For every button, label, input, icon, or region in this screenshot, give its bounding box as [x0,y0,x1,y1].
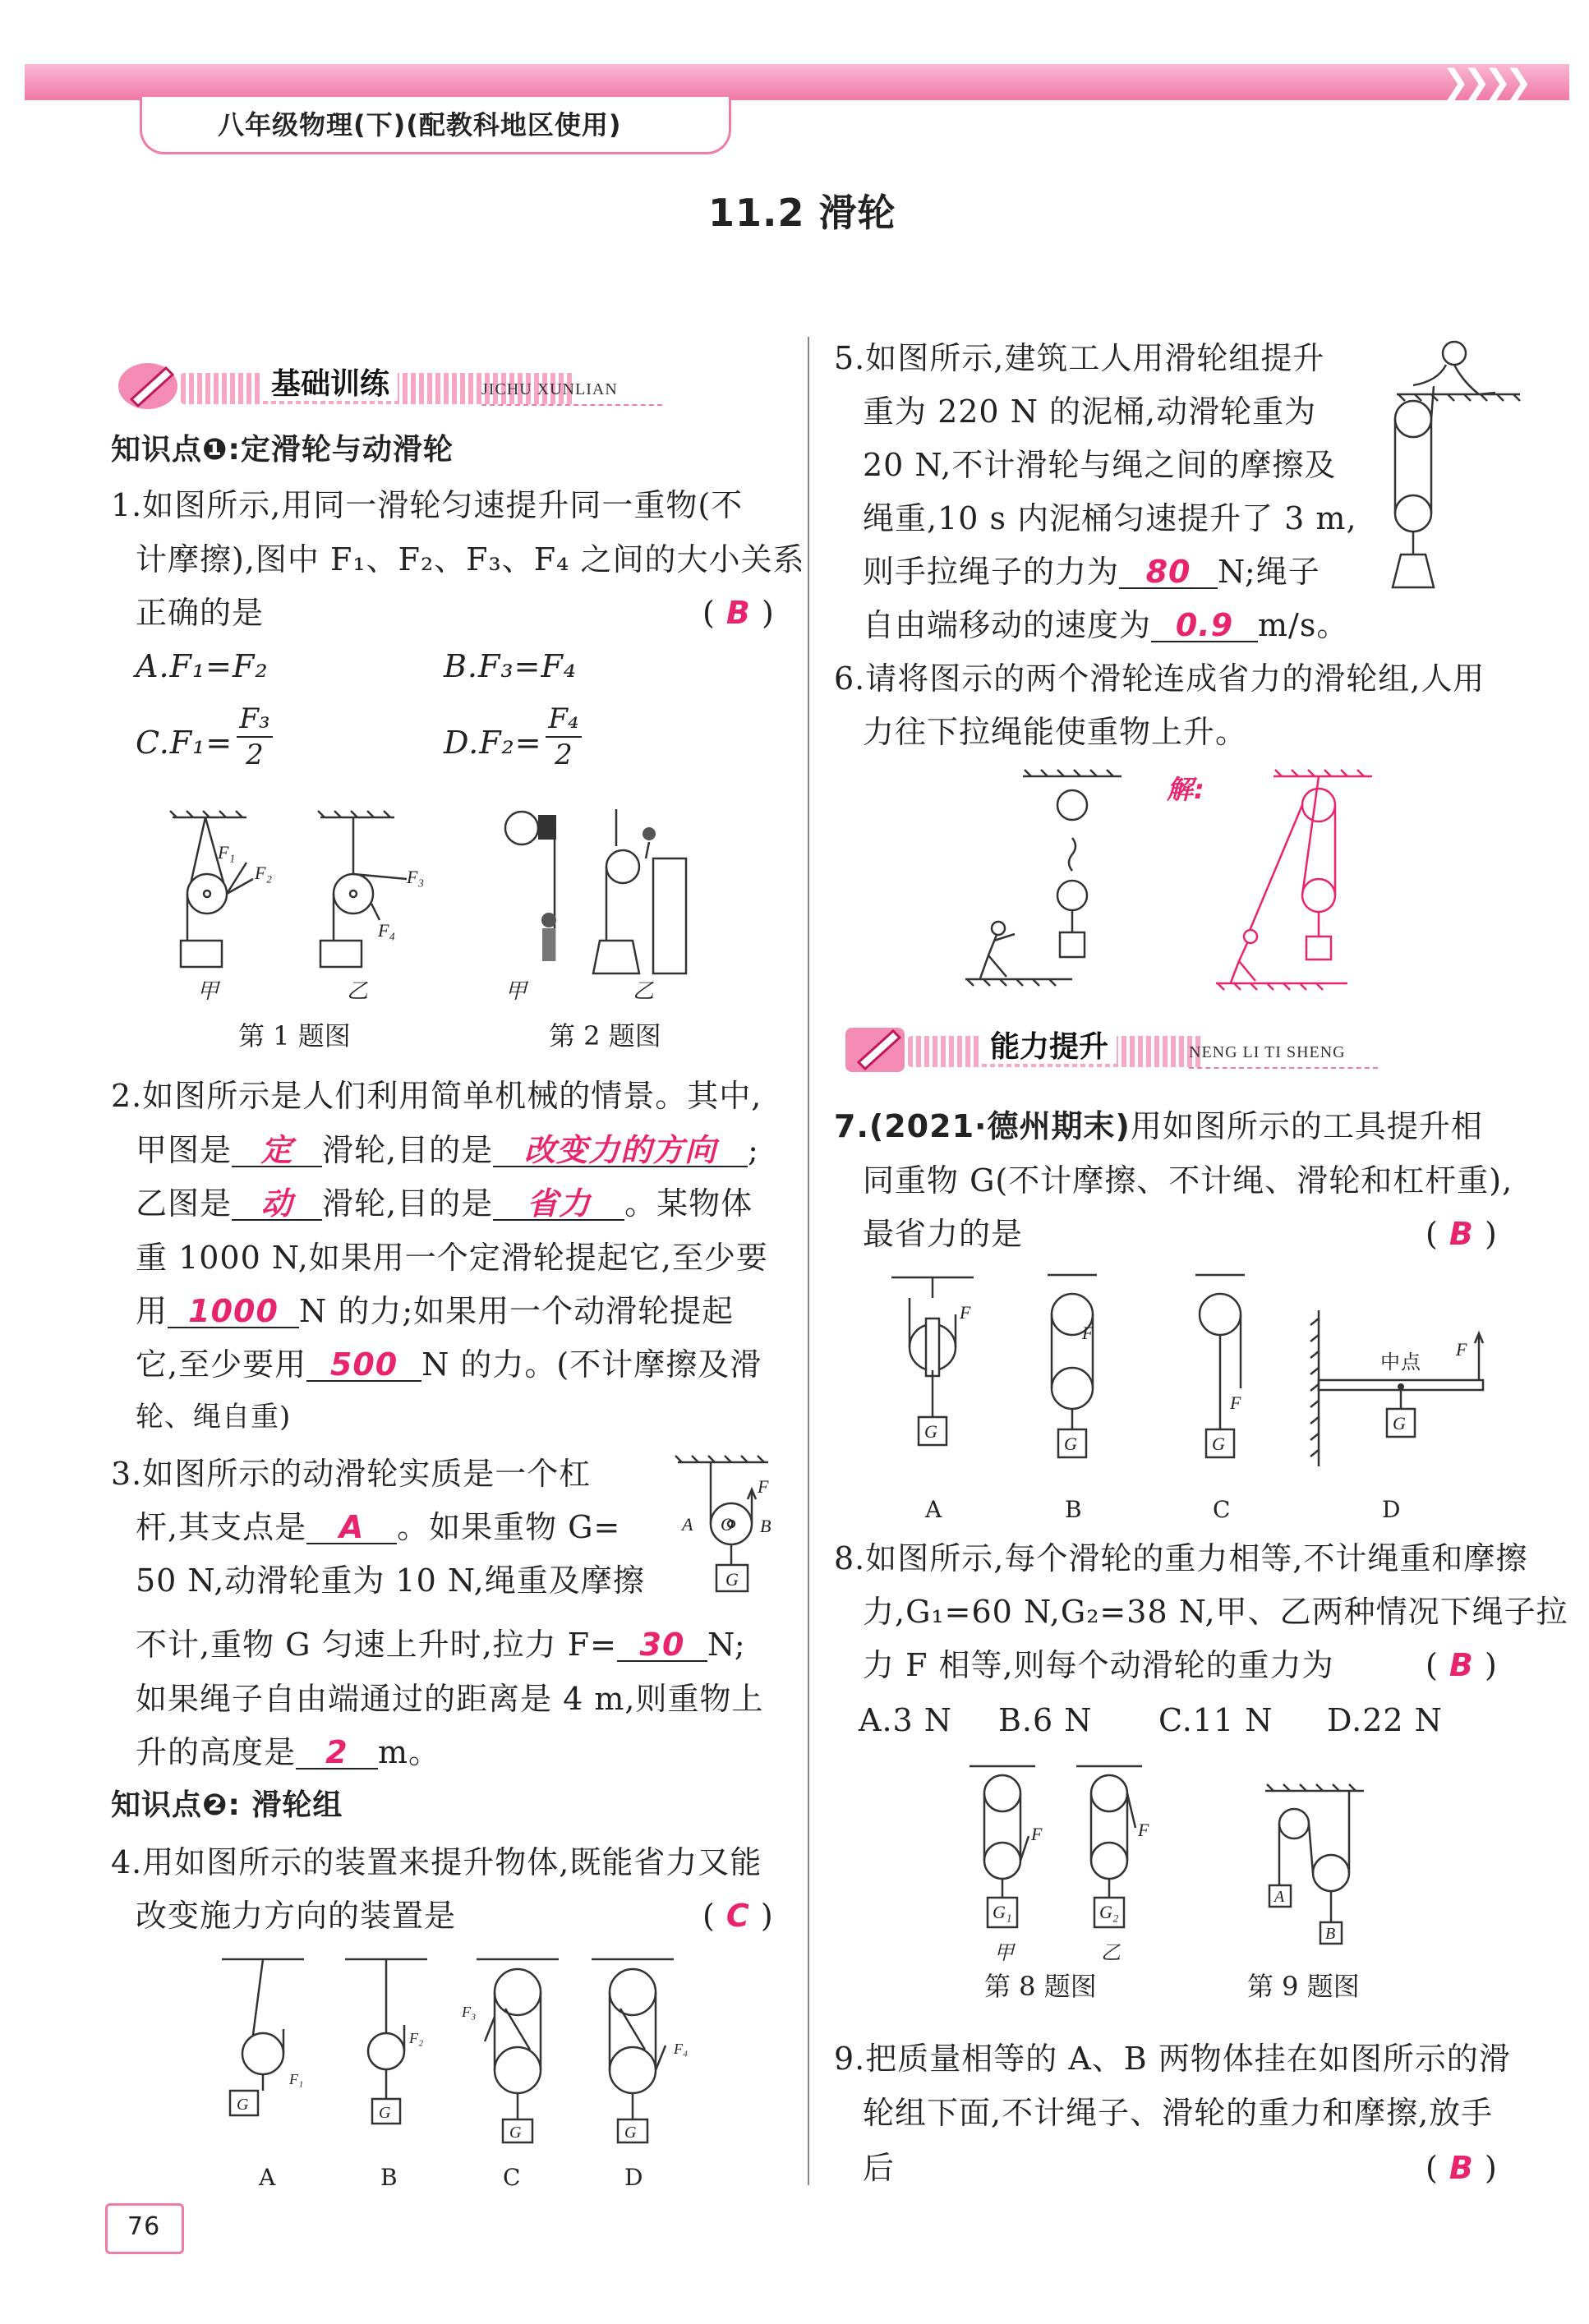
q5-line5: 则手拉绳子的力为 80 N;绳子 [863,554,1320,590]
q7-answer: B [1449,1216,1474,1252]
svg-text:G: G [379,2104,391,2122]
svg-text:G: G [509,2124,522,2142]
svg-text:F: F [758,1476,769,1497]
svg-text:G₁: G₁ [993,1902,1012,1922]
q5-line1: 5.如图所示,建筑工人用滑轮组提升 [834,340,1325,376]
section-title: 基础训练 [263,368,398,401]
q1-frac-c: F₃ 2 [237,705,273,769]
q8-option-c[interactable]: C.11 N [1158,1702,1274,1738]
knowledge-point-1: 知识点❶:定滑轮与动滑轮 [111,433,454,467]
q1-frac-d: F₄ 2 [546,705,582,769]
section-pinyin: JICHU XUNLIAN [481,380,618,398]
q2-line5: 用 1000 N 的力;如果用一个动滑轮提起 [136,1293,735,1329]
q5-blank-1[interactable]: 80 [1119,556,1218,589]
q1-answer-bracket: ( B ) [702,595,775,631]
q4-label-d[interactable]: D [624,2164,643,2191]
q4-figure-pulley-systems [214,1951,707,2148]
q7-answer-bracket: ( B ) [1425,1216,1498,1252]
svg-text:A: A [682,1514,693,1535]
fig9-caption: 第 9 题图 [1247,1971,1360,2002]
q4-answer: C [725,1898,750,1934]
dashed-arrow [1189,1067,1378,1069]
section-title: 能力提升 [982,1031,1117,1064]
knowledge-point-2: 知识点❷: 滑轮组 [111,1788,343,1822]
q3-line3: 50 N,动滑轮重为 10 N,绳重及摩擦 [136,1562,645,1599]
dashed-arrow [481,404,662,406]
q2-blank-5[interactable]: 1000 [168,1295,299,1328]
q3-figure-movable-pulley [666,1450,797,1606]
svg-text:B: B [1325,1925,1336,1943]
q3-line5: 如果绳子自由端通过的距离是 4 m,则重物上 [136,1681,764,1717]
q1-answer: B [725,595,751,631]
q2-blank-4[interactable]: 省力 [493,1188,624,1221]
q3-line1: 3.如图所示的动滑轮实质是一个杠 [111,1456,592,1492]
svg-text:乙: 乙 [347,979,369,1002]
q4-line2: 改变施力方向的装置是 [136,1898,457,1934]
q2-line3: 乙图是 动 滑轮,目的是 省力 。某物体 [136,1185,753,1222]
q7-midpoint-label: 中点 [1380,1351,1421,1374]
header-arrows-icon: ❯❯❯❯ [1442,63,1527,101]
pencil-icon [115,360,189,412]
q3-blank-2[interactable]: 30 [617,1629,707,1662]
svg-text:F: F [1138,1820,1149,1840]
q2-blank-1[interactable]: 定 [232,1134,322,1167]
q7-label-a[interactable]: A [925,1496,942,1523]
q1-option-c[interactable]: C.F₁= [136,725,233,761]
column-divider [808,337,809,2185]
fig1-caption: 第 1 题图 [238,1020,351,1052]
section-basic-training [115,360,674,412]
q1-line1: 1.如图所示,用同一滑轮匀速提升同一重物(不 [111,487,744,523]
q8-line1: 8.如图所示,每个滑轮的重力相等,不计绳重和摩擦 [834,1540,1528,1576]
q9-answer-bracket: ( B ) [1425,2150,1498,2186]
q2-line7: 轮、绳自重) [136,1401,292,1434]
section-pinyin: NENG LI TI SHENG [1189,1043,1346,1061]
page-title: 11.2 滑轮 [708,191,896,235]
svg-text:F: F [1456,1339,1467,1360]
svg-text:G: G [924,1421,937,1442]
svg-text:F: F [960,1302,971,1323]
svg-text:F: F [1230,1392,1241,1413]
svg-text:F₂: F₂ [255,863,273,883]
q5-figure-worker-pulleys [1372,337,1528,608]
q7-line2: 同重物 G(不计摩擦、不计绳、滑轮和杠杆重), [863,1162,1513,1199]
svg-text:G: G [237,2096,249,2114]
header-band [25,64,1569,100]
q5-line3: 20 N,不计滑轮与绳之间的摩擦及 [863,447,1337,483]
q5-line2: 重为 220 N 的泥桶,动滑轮重为 [863,393,1317,430]
section-ability-training [842,1023,1401,1075]
q4-label-a[interactable]: A [259,2164,276,2191]
svg-text:G: G [1393,1413,1406,1434]
svg-text:O: O [721,1514,734,1535]
q3-line2: 杆,其支点是 A 。如果重物 G= [136,1509,621,1545]
svg-text:F₂: F₂ [409,2030,424,2046]
svg-text:F₁: F₁ [289,2071,304,2087]
q7-line1: 7.(2021·德州期末)用如图所示的工具提升相 [834,1108,1483,1144]
q9-line2: 轮组下面,不计绳子、滑轮的重力和摩擦,放手 [863,2095,1494,2131]
svg-text:F: F [1082,1323,1094,1343]
q6-figure-solution [1200,768,1397,998]
q6-line1: 6.请将图示的两个滑轮连成省力的滑轮组,人用 [834,660,1485,697]
svg-text:甲: 甲 [505,979,527,1002]
svg-text:F₄: F₄ [674,2041,689,2057]
q6-figure-given [957,764,1138,994]
q8-answer-bracket: ( B ) [1425,1647,1498,1683]
svg-text:乙: 乙 [633,979,655,1002]
svg-text:G₂: G₂ [1099,1902,1119,1922]
q4-label-c[interactable]: C [503,2164,521,2191]
svg-text:G: G [725,1569,739,1590]
svg-text:F: F [1031,1824,1043,1844]
q2-line2: 甲图是 定 滑轮,目的是 改变力的方向 ; [136,1132,759,1168]
q1-option-a[interactable]: A.F₁=F₂ [136,648,269,684]
svg-text:B: B [760,1516,771,1536]
svg-text:F₄: F₄ [378,920,396,941]
q3-line4: 不计,重物 G 匀速上升时,拉力 F= 30 N; [136,1627,746,1663]
svg-text:甲: 甲 [197,979,219,1002]
q6-line2: 力往下拉绳能使重物上升。 [863,714,1248,750]
q7-figure-tools [859,1265,1532,1487]
q8-option-d[interactable]: D.22 N [1327,1702,1443,1738]
q5-blank-2[interactable]: 0.9 [1151,610,1258,642]
q8-line3: 力 F 相等,则每个动滑轮的重力为 [863,1647,1334,1683]
q1-line2: 计摩擦),图中 F₁、F₂、F₃、F₄ 之间的大小关系 [136,541,805,578]
q1-option-d[interactable]: D.F₂= [444,725,542,761]
q8-answer: B [1449,1647,1474,1683]
svg-text:G: G [1064,1434,1077,1454]
q7-label-d[interactable]: D [1382,1496,1401,1523]
q1-option-b[interactable]: B.F₃=F₄ [444,648,578,684]
q8-line2: 力,G₁=60 N,G₂=38 N,甲、乙两种情况下绳子拉 [863,1594,1568,1630]
q5-line4: 绳重,10 s 内泥桶匀速提升了 3 m, [863,500,1357,536]
q7-label-b[interactable]: B [1065,1496,1082,1523]
svg-text:F₃: F₃ [462,2004,477,2020]
q8-q9-figures [953,1754,1462,1972]
q4-answer-bracket: ( C ) [702,1898,774,1934]
q3-line6: 升的高度是 2 m。 [136,1734,441,1770]
q2-blank-2[interactable]: 改变力的方向 [493,1134,748,1167]
figure-1-2-pulleys [156,797,764,1002]
q2-line6: 它,至少要用 500 N 的力。(不计摩擦及滑 [136,1346,762,1383]
q9-line3: 后 [863,2150,896,2186]
q2-blank-3[interactable]: 动 [232,1188,322,1221]
svg-text:乙: 乙 [1101,1943,1121,1964]
q2-line4: 重 1000 N,如果用一个定滑轮提起它,至少要 [136,1240,768,1276]
q7-line3: 最省力的是 [863,1216,1024,1252]
book-title: 八年级物理(下)(配教科地区使用) [218,109,622,140]
q9-line1: 9.把质量相等的 A、B 两物体挂在如图所示的滑 [834,2041,1511,2077]
q1-line3: 正确的是 [136,595,265,631]
svg-text:甲: 甲 [994,1943,1014,1964]
q3-blank-3[interactable]: 2 [296,1737,378,1769]
pencil-icon [842,1023,916,1075]
q4-line1: 4.用如图所示的装置来提升物体,既能省力又能 [111,1844,762,1880]
page-number: 76 [127,2212,161,2241]
fig2-caption: 第 2 题图 [549,1020,661,1052]
q2-line1: 2.如图所示是人们利用简单机械的情景。其中, [111,1078,762,1114]
q3-blank-1[interactable]: A [306,1512,397,1544]
q8-option-b[interactable]: B.6 N [998,1702,1093,1738]
svg-text:G: G [1212,1434,1225,1454]
q9-answer: B [1449,2150,1474,2186]
svg-text:F₃: F₃ [407,867,425,887]
q4-label-b[interactable]: B [380,2164,398,2191]
q7-label-c[interactable]: C [1213,1496,1231,1523]
svg-text:G: G [624,2124,637,2142]
svg-text:A: A [1274,1888,1285,1906]
q5-line6: 自由端移动的速度为 0.9 m/s。 [863,607,1349,643]
fig8-caption: 第 8 题图 [984,1971,1097,2002]
q6-solution-label: 解: [1167,774,1205,805]
svg-text:F₁: F₁ [218,842,236,863]
q2-blank-6[interactable]: 500 [306,1349,421,1382]
q8-option-a[interactable]: A.3 N [859,1702,953,1738]
